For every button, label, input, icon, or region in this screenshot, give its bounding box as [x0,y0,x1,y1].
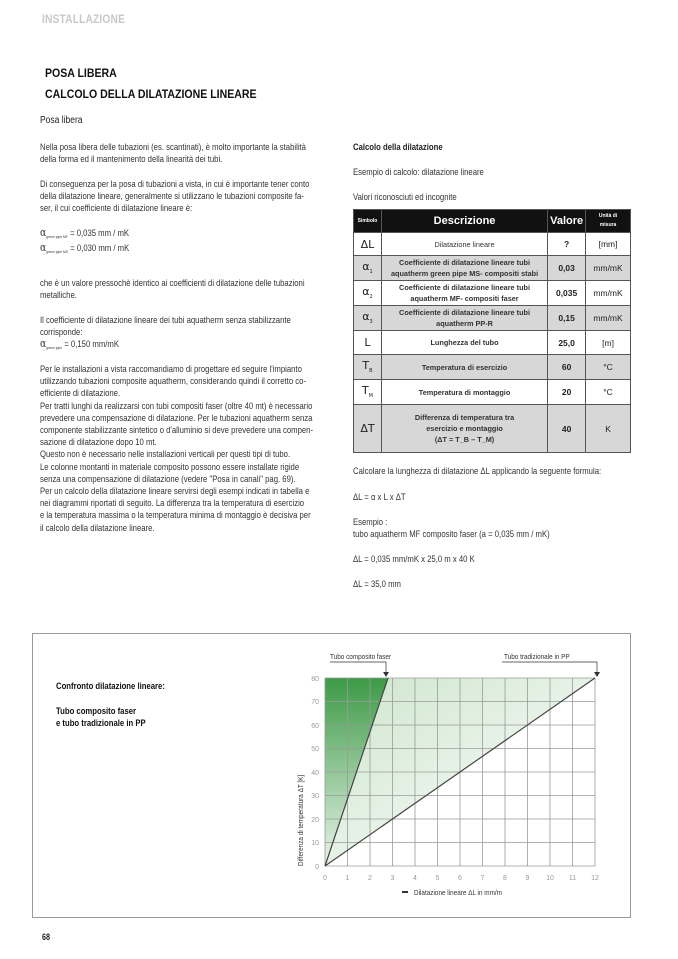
symbol-text: α [362,285,370,299]
cell-value: 25,0 [548,331,586,355]
alpha-subscript: green pipe MS [46,249,69,254]
page-title: POSA LIBERA [45,66,117,80]
alpha-value: = 0,150 mm/mK [64,339,119,350]
composite-label: Tubo composito faser [330,652,392,661]
cell-unit: K [586,405,631,453]
svg-text:0: 0 [323,875,327,882]
desc-line: aquatherm green pipe MS- compositi stabi [390,269,539,278]
page-subtitle: CALCOLO DELLA DILATAZIONE LINEARE [45,87,257,101]
desc-line: Coefficiente di dilatazione lineare tubi [399,258,531,267]
svg-text:8: 8 [503,875,507,882]
pp-callout [502,662,597,674]
text-line: utilizzando tubazioni composite aquatherm, considerando quindi il corretto co- [40,376,306,387]
y-tick-labels [311,676,319,871]
cell-value: 0,15 [548,306,586,331]
svg-text:70: 70 [311,699,319,706]
text-line: componente stabilizzante sintetico o d'alluminio si deve prevedere una compen- [40,425,314,436]
text-line: della dilatazione lineare, generalmente si utilizzano le tubazioni composite fa- [40,191,304,202]
svg-text:2: 2 [368,875,372,882]
alpha-value: = 0,035 mm / mK [70,228,130,238]
cell-description: Lunghezza del tubo [381,331,547,355]
alpha-symbol: α [40,337,47,351]
symbol-text: ΔT [360,422,375,435]
subtitle-line: Tubo composito faser [56,706,137,716]
svg-text:60: 60 [311,723,319,730]
text-line: Questo non è necessario nelle installazioni verticali per questi tipi di tubo. [40,449,291,460]
symbol-subscript: 2 [369,294,373,301]
cell-description: Temperatura di esercizio [381,355,547,380]
formula: ΔL = α x L x ΔT [353,492,406,502]
header-unit-line: Unità di [598,213,618,219]
text-line: Per un calcolo della dilatazione lineare servirsi degli esempi indicati in tabella e [40,486,310,497]
composite-callout [330,662,386,674]
cell-value: 20 [548,380,586,405]
header-value: Valore [548,210,586,233]
cell-unit: [mm] [586,233,631,256]
svg-text:20: 20 [311,817,319,824]
pp-label: Tubo tradizionale in PP [504,652,570,661]
desc-line: esercizio e montaggio [426,424,503,433]
desc-line: Differenza di temperatura tra [414,413,515,422]
symbol-text: α [362,260,370,274]
text-line: della forma ed il mantenimento della linearità dei tubi. [40,154,223,165]
calc-heading: Calcolo della dilatazione [353,142,443,152]
header-unit-line: misura [599,222,617,228]
x-axis-arrow-icon [402,891,408,893]
svg-text:10: 10 [311,840,319,847]
svg-text:80: 80 [311,676,319,683]
cell-value: 60 [548,355,586,380]
alpha-subscript: green pipe MF [46,234,68,239]
alpha-value: = 0,030 mm / mK [70,243,130,253]
alpha-symbol: α [40,241,47,254]
svg-text:5: 5 [435,875,440,882]
example-title: Esempio : [353,517,388,527]
desc-line: Coefficiente di dilatazione lineare tubi [399,308,531,317]
svg-text:50: 50 [311,746,319,753]
cell-unit: mm/mK [586,281,631,306]
chart-box-title: Confronto dilatazione lineare: [56,681,165,691]
text-line: sazione di dilatazione dopo 10 mt. [40,437,157,448]
y-axis-label: Differenza di temperatura ΔT [K] [296,774,305,866]
svg-text:11: 11 [568,875,577,882]
alpha-subscript: green pipe [46,345,63,351]
example-line: tubo aquatherm MF composito faser (a = 0,035 mm / mK) [353,529,550,540]
symbol-text: T [362,359,370,373]
cell-value: ? [548,233,586,256]
symbol-text: L [364,336,371,349]
alpha-symbol: α [40,226,47,239]
subtitle-line: e tubo tradizionale in PP [56,718,146,729]
text-line: il calcolo della dilatazione lineare. [40,522,155,533]
subheading: Posa libera [40,115,83,126]
svg-text:1: 1 [345,875,350,882]
svg-text:0: 0 [315,864,319,871]
section-tag: INSTALLAZIONE [42,12,126,26]
symbol-text: ΔL [360,237,375,251]
desc-line: aquatherm MF- compositi faser [410,294,519,303]
svg-text:10: 10 [546,875,554,882]
svg-text:3: 3 [390,875,395,882]
arrow-down-icon [383,672,389,677]
result-line: ΔL = 35,0 mm [353,579,401,589]
text-line: Nella posa libera delle tubazioni (es. scantinati), è molto importante la stabilità [40,142,306,152]
formula-intro: Calcolare la lunghezza di dilatazione ΔL applicando la seguente formula: [353,466,602,476]
desc-line: (ΔT = T_B – T_M) [434,435,495,444]
text-line: senza una compensazione di dilatazione (vedere "Posa in canali" pag. 69). [40,473,296,484]
cell-unit: °C [586,355,631,380]
cell-value: 0,035 [548,281,586,306]
arrow-down-icon [594,672,600,677]
svg-text:12: 12 [591,875,599,882]
text-line: prevedere una compensazione di dilatazione. Per le tubazioni aquatherm senza [40,412,313,423]
text-line: Le colonne montanti in materiale composito possono essere installate rigide [40,461,300,472]
text-line: corrisponde: [40,327,83,338]
text-line: efficiente di dilatazione. [40,388,121,399]
cell-value: 0,03 [548,256,586,281]
cell-unit: [m] [586,331,631,355]
text-line: Per tratti lunghi da realizzarsi con tubi compositi faser (oltre 40 mt) è necessario [40,400,313,411]
svg-text:4: 4 [413,875,417,882]
text-line: metalliche. [40,290,77,301]
symbol-subscript: 1 [369,269,373,276]
desc-line: aquatherm PP-R [436,319,493,328]
text-line: che è un valore pressochè identico ai coefficienti di dilatazione delle tubazioni [40,278,305,288]
cell-unit: mm/mK [586,306,631,331]
x-tick-labels [323,875,599,882]
svg-text:30: 30 [311,793,319,800]
text-line: nei diagrammi riportati di seguito. La differenza tra la temperatura di esercizio [40,498,305,509]
svg-text:40: 40 [311,770,319,777]
header-description: Descrizione [381,210,547,233]
cell-unit: °C [586,380,631,405]
text-line: Di conseguenza per la posa di tubazioni a vista, in cui è importante tener conto [40,179,310,189]
calc-line: ΔL = 0,035 mm/mK x 25,0 m x 40 K [353,554,475,564]
svg-text:6: 6 [458,875,462,882]
desc-line: Coefficiente di dilatazione lineare tubi [399,283,531,292]
symbol-text: α [362,310,370,324]
svg-text:7: 7 [480,875,485,882]
text-line: ser, il cui coefficiente di dilatazione lineare è: [40,203,193,214]
text-line: Il coefficiente di dilatazione lineare dei tubi aquatherm senza stabilizzante [40,315,291,325]
header-symbol: Simbolo [354,210,382,233]
symbol-subscript: 3 [369,319,373,326]
symbol-subscript: M [368,393,373,400]
x-axis-label: Dilatazione lineare ΔL in mm/m [414,888,503,897]
example-label: Esempio di calcolo: dilatazione lineare [353,167,484,177]
text-line: e la temperatura massima o la temperatura minima di montaggio è decisiva per [40,510,311,521]
text-line: Per le installazioni a vista raccomandiamo di progettare ed seguire l'impianto [40,364,302,374]
cell-unit: mm/mK [586,256,631,281]
page-number: 68 [42,932,51,942]
symbol-text: T [361,384,369,398]
svg-text:9: 9 [525,875,530,882]
cell-value: 40 [548,405,586,453]
symbol-subscript: B [369,368,373,375]
cell-description: Temperatura di montaggio [381,380,547,405]
cell-description: Dilatazione lineare [381,233,547,256]
values-label: Valori riconosciuti ed incognite [353,192,457,202]
